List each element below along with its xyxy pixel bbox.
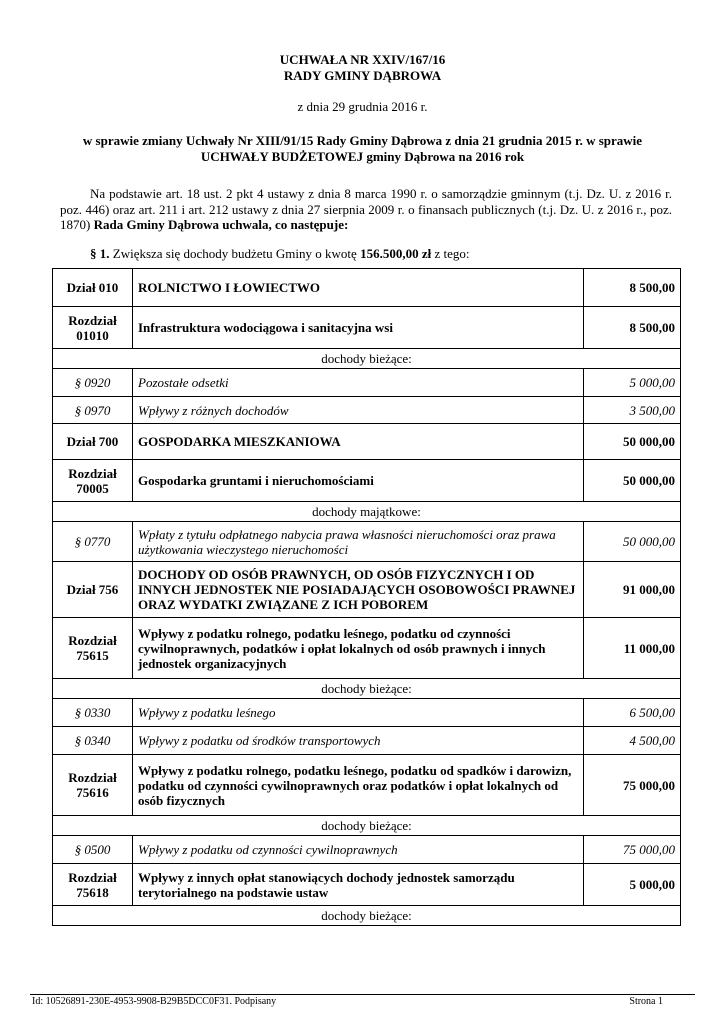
section-label: dochody bieżące: [53,906,681,926]
cell-code: Dział 700 [53,424,133,460]
resolution-number: UCHWAŁA NR XXIV/167/16 [279,52,446,67]
cell-name: DOCHODY OD OSÓB PRAWNYCH, OD OSÓB FIZYCZNYCH I OD INNYCH JEDNOSTEK NIE POSIADAJĄCYCH OSOBOWOŚCI PRAWNEJ ORAZ WYDATKI ZWIĄZANE Z ICH POBOREM [133,562,584,618]
table-row [53,369,681,397]
section-label: dochody bieżące: [53,679,681,699]
footer-divider [30,994,695,995]
cell-code: § 0970 [53,397,133,424]
cell-amount: 4 500,00 [584,727,681,755]
page-number: Strona 1 [629,996,663,1007]
table-row [53,755,681,816]
cell-code: Rozdział 70005 [53,460,133,502]
cell-code: § 0920 [53,369,133,397]
cell-amount: 91 000,00 [584,562,681,618]
paragraph-label: § 1. [90,246,110,261]
section-label: dochody bieżące: [53,816,681,836]
cell-name: ROLNICTWO I ŁOWIECTWO [133,269,584,307]
table-row [53,269,681,307]
table-row [53,562,681,618]
cell-name: Wpływy z podatku od czynności cywilnoprawnych [133,836,584,864]
cell-name: Wpływy z podatku leśnego [133,699,584,727]
preamble-text: Na podstawie art. 18 ust. 2 pkt 4 ustawy z dnia 8 marca 1990 r. o samorządzie gminnym (t.j. Dz. U. z 2016 r. poz. 446) oraz art. 211 i art. 212 ustawy z dnia 27 sierpnia 2009 r. o finansach publicznych (t.j. Dz. U. z 2016 r., poz. 1870) [60,186,672,232]
preamble [60,186,672,233]
resolution-subject [60,133,665,165]
cell-code: § 0330 [53,699,133,727]
cell-code: § 0340 [53,727,133,755]
table-row [53,502,681,522]
cell-amount: 3 500,00 [584,397,681,424]
cell-amount: 50 000,00 [584,460,681,502]
resolution-header [0,52,725,84]
table-row [53,397,681,424]
table-row [53,679,681,699]
section-label: dochody majątkowe: [53,502,681,522]
cell-name: Wpływy z podatku od środków transportowych [133,727,584,755]
cell-amount: 5 000,00 [584,369,681,397]
cell-code: Rozdział 75615 [53,618,133,679]
cell-name: Wpływy z podatku rolnego, podatku leśnego, podatku od spadków i darowizn, podatku od czynności cywilnoprawnych oraz podatków i opłat lokalnych od osób fizycznych [133,755,584,816]
cell-name: Wpływy z podatku rolnego, podatku leśnego, podatku od czynności cywilnoprawnych, podatków i opłat lokalnych od osób prawnych i innych jednostek organizacyjnych [133,618,584,679]
cell-code: Dział 756 [53,562,133,618]
cell-name: Wpłaty z tytułu odpłatnego nabycia prawa własności nieruchomości oraz prawa użytkowania wieczystego nieruchomości [133,522,584,562]
budget-table [52,268,681,926]
table-row [53,864,681,906]
table-row [53,460,681,502]
cell-amount: 11 000,00 [584,618,681,679]
preamble-bold: Rada Gminy Dąbrowa uchwala, co następuje: [93,217,349,232]
subject-line-1: w sprawie zmiany Uchwały Nr XIII/91/15 Rady Gminy Dąbrowa z dnia 21 grudnia 2015 r. w sprawie [82,133,643,148]
cell-name: Pozostałe odsetki [133,369,584,397]
cell-name: GOSPODARKA MIESZKANIOWA [133,424,584,460]
paragraph-amount: 156.500,00 zł [360,246,432,261]
cell-name: Gospodarka gruntami i nieruchomościami [133,460,584,502]
cell-amount: 6 500,00 [584,699,681,727]
document-id: Id: 10526891-230E-4953-9908-B29B5DCC0F31. Podpisany [32,996,277,1007]
cell-amount: 8 500,00 [584,269,681,307]
table-row [53,727,681,755]
cell-amount: 75 000,00 [584,755,681,816]
cell-code: Rozdział 01010 [53,307,133,349]
cell-code: Rozdział 75616 [53,755,133,816]
paragraph-tail: z tego: [431,246,470,261]
table-row [53,424,681,460]
subject-line-2: UCHWAŁY BUDŻETOWEJ gminy Dąbrowa na 2016 rok [200,149,525,164]
table-row [53,836,681,864]
cell-code: § 0770 [53,522,133,562]
cell-amount: 50 000,00 [584,522,681,562]
cell-amount: 5 000,00 [584,864,681,906]
cell-code: Rozdział 75618 [53,864,133,906]
table-row [53,816,681,836]
cell-name: Wpływy z innych opłat stanowiących dochody jednostek samorządu terytorialnego na podstawie ustaw [133,864,584,906]
table-row [53,307,681,349]
cell-amount: 75 000,00 [584,836,681,864]
paragraph-text: Zwiększa się dochody budżetu Gminy o kwotę [109,246,361,261]
council-name: RADY GMINY DĄBROWA [283,68,442,83]
table-row [53,699,681,727]
cell-name: Wpływy z różnych dochodów [133,397,584,424]
paragraph-1 [90,246,670,262]
cell-amount: 8 500,00 [584,307,681,349]
cell-code: § 0500 [53,836,133,864]
table-row [53,906,681,926]
table-row [53,522,681,562]
table-row [53,349,681,369]
resolution-date: z dnia 29 grudnia 2016 r. [297,99,428,114]
table-row [53,618,681,679]
cell-name: Infrastruktura wodociągowa i sanitacyjna wsi [133,307,584,349]
cell-amount: 50 000,00 [584,424,681,460]
cell-code: Dział 010 [53,269,133,307]
section-label: dochody bieżące: [53,349,681,369]
